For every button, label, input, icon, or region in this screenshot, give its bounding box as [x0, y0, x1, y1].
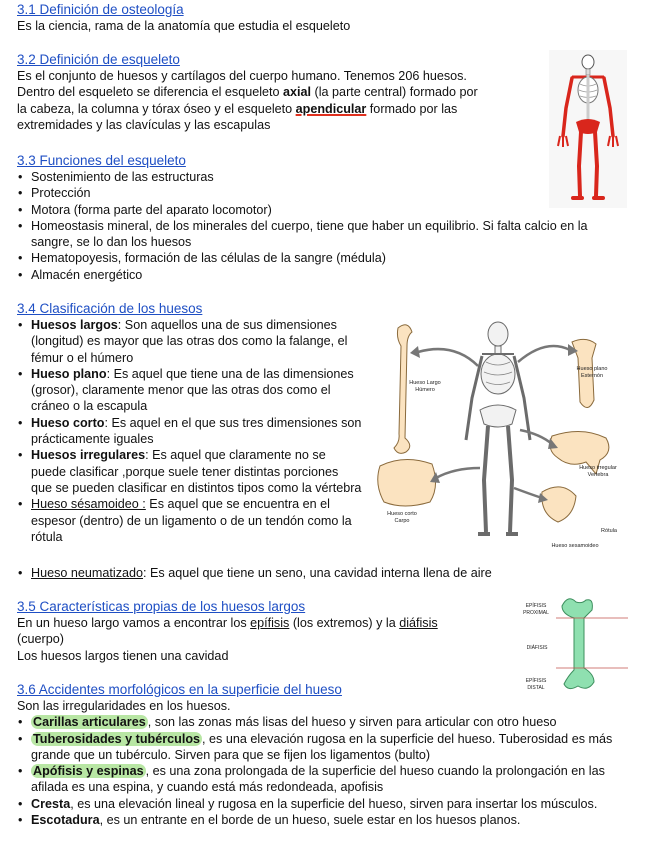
term: Carillas articulares — [33, 715, 146, 730]
text-line: (la parte central) formado por — [311, 85, 478, 100]
label-text: Hueso irregular — [579, 465, 617, 471]
list-item — [17, 714, 632, 730]
section-esqueleto — [17, 51, 537, 133]
section-title: 3.6 Accidentes morfológicos en la superficie del hueso — [17, 682, 342, 697]
label-text: PROXIMAL — [523, 609, 549, 616]
label-text: Hueso plano — [576, 366, 608, 372]
section-clasificacion — [17, 300, 362, 545]
section-title: 3.4 Clasificación de los huesos — [17, 301, 203, 316]
functions-list — [17, 169, 632, 283]
list-item: • Motora (forma parte del aparato locomotor) — [17, 202, 632, 218]
list-item — [17, 415, 362, 448]
label-text: Vertebra — [587, 471, 609, 478]
list-item — [17, 447, 362, 496]
text-line: la cabeza, la columna y tórax óseo y el esqueleto — [17, 101, 296, 116]
section-accidentes — [17, 681, 632, 828]
paragraph — [17, 68, 537, 133]
classification-list-tail — [17, 565, 632, 581]
accidents-list — [17, 714, 632, 828]
paragraph: Es la ciencia, rama de la anatomía que estudia el esqueleto — [17, 19, 351, 33]
label-text: Carpo — [394, 517, 410, 524]
term: Hueso neumatizado — [31, 566, 144, 580]
femur-figure — [554, 594, 630, 692]
list-item — [17, 317, 362, 366]
text-line: extremidades y las clavículas y las escapulas — [17, 117, 271, 132]
definition: : Es aquel que tiene un seno, una cavidad interna llena de aire — [143, 566, 492, 580]
label-diafisis: DIÁFISIS — [526, 645, 548, 651]
text-line: formado por las — [366, 101, 458, 116]
term: Cresta — [31, 796, 71, 811]
list-item: • Hematopoyesis, formación de las células de la sangre (médula) — [17, 250, 632, 266]
term-axial: axial — [283, 85, 312, 100]
term: Hueso plano — [31, 366, 107, 381]
definition: : Son aquellos una de sus dimensiones (longitud) es mayor que las otras dos como la falange, el fémur o el húmero — [31, 318, 348, 365]
term-apendicular: apendicular — [295, 101, 367, 116]
label-hueso-irregular — [570, 465, 626, 478]
term-diafisis: diáfisis — [399, 616, 438, 630]
bone-types-figure — [374, 318, 630, 562]
last-classification-line — [17, 565, 632, 581]
label-epifisis-proximal — [520, 603, 552, 616]
text-line: Los huesos largos tienen una cavidad — [17, 648, 229, 663]
label-text: Húmero — [415, 386, 435, 393]
definition: , es una zona prolongada de la superficie del hueso cuando la prolongación en las afilada es una espina, y cuando está más redondeada, apofisis — [31, 764, 605, 795]
text-line: Es el conjunto de huesos y cartílagos del cuerpo humano. Tenemos 206 huesos. — [17, 69, 467, 83]
list-item — [17, 731, 632, 764]
section-huesos-largos — [17, 598, 497, 664]
term: Apófisis y espinas — [33, 764, 144, 779]
paragraph: Son las irregularidades en los huesos. — [17, 699, 231, 713]
section-osteologia — [17, 1, 350, 34]
label-text: EPÍFISIS — [525, 678, 547, 684]
text-line: (cuerpo) — [17, 632, 64, 647]
section-funciones — [17, 152, 632, 283]
label-rotula: Rótula — [601, 528, 617, 534]
text-line: En un hueso largo vamos a encontrar los — [17, 616, 251, 630]
list-item: • Almacén energético — [17, 267, 632, 283]
section-title: 3.2 Definición de esqueleto — [17, 52, 180, 67]
definition: : Es aquel que tiene una de las dimensiones (grosor), claramente menor que las otras dos como el cráneo o la escapula — [31, 366, 354, 414]
label-text: DISTAL — [527, 684, 545, 691]
definition: : Es aquel en el que sus tres dimensiones son prácticamente iguales — [31, 415, 362, 447]
term: Huesos irregulares — [31, 448, 146, 463]
label-text: Hueso Largo — [409, 380, 441, 386]
list-item — [17, 366, 362, 415]
label-hueso-sesamoideo: Hueso sesamoideo — [551, 543, 599, 549]
label-text: Hueso corto — [387, 511, 417, 517]
label-hueso-corto — [378, 511, 426, 524]
definition: , es un entrante en el borde de un hueso, suele estar en los huesos planos. — [99, 813, 521, 828]
label-hueso-plano — [566, 366, 618, 379]
classification-list — [17, 317, 362, 545]
list-item — [17, 763, 632, 796]
term: Hueso corto — [31, 415, 105, 430]
definition: , es una elevación lineal y rugosa en la superficie del hueso, sirven para insertar los músculos. — [70, 796, 598, 811]
section-title: 3.1 Definición de osteología — [17, 2, 184, 17]
definition: , es una elevación rugosa en la superficie del hueso. Tuberosidad es más grande que un tubérculo. Sirven para que se fijen los ligamentos (bulto) — [31, 731, 613, 762]
paragraph — [17, 615, 497, 664]
term: Escotadura — [31, 813, 100, 828]
text-line: (los extremos) y la — [289, 616, 400, 630]
list-item — [17, 812, 632, 828]
list-item — [17, 496, 362, 545]
section-title: 3.3 Funciones del esqueleto — [17, 153, 186, 168]
definition: Es aquel que se encuentra en el espesor (dentro) de un ligamento o de un tendón como la rótula — [31, 497, 352, 544]
term: Huesos largos — [31, 318, 118, 332]
definition: : Es aquel que claramente no se puede clasificar ,porque suele tener distintas porciones que se pueden clasificar en distintos tipos como la vértebra — [31, 448, 362, 495]
list-item — [17, 565, 632, 581]
term: Hueso sésamoideo : — [31, 497, 146, 512]
list-item: • Protección — [17, 185, 632, 201]
term: Tuberosidades y tubérculos — [33, 731, 201, 746]
list-item: • Sostenimiento de las estructuras — [17, 169, 632, 185]
definition: , son las zonas más lisas del hueso y sirven para articular con otro hueso — [147, 715, 557, 730]
term-epifisis: epífisis — [250, 616, 290, 630]
label-hueso-largo — [401, 380, 449, 393]
list-item: • Homeostasis mineral, de los minerales del cuerpo, tiene que haber un equilibrio. Si falta calcio en la sangre, se lo dan los huesos — [17, 218, 632, 251]
section-title: 3.5 Características propias de los huesos largos — [17, 599, 306, 614]
text-line: Dentro del esqueleto se diferencia el esqueleto — [17, 85, 284, 100]
label-text: EPÍFISIS — [525, 603, 547, 609]
label-text: Esternón — [580, 372, 603, 379]
list-item — [17, 796, 632, 812]
